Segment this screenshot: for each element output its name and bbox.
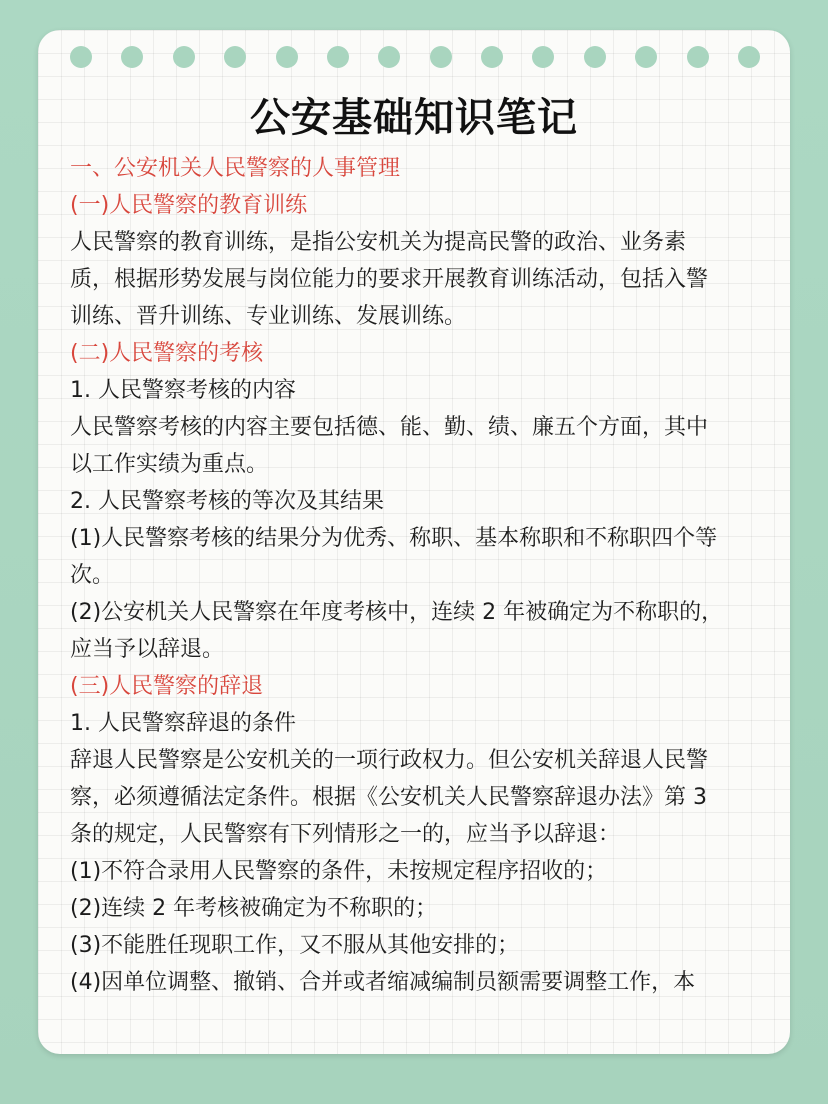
binding-hole	[173, 46, 195, 68]
binding-hole	[378, 46, 400, 68]
binding-hole	[738, 46, 760, 68]
binding-hole	[635, 46, 657, 68]
binding-hole	[121, 46, 143, 68]
body-line: 察，必须遵循法定条件。根据《公安机关人民警察辞退办法》第 3	[70, 785, 707, 810]
body-line: (1)人民警察考核的结果分为优秀、称职、基本称职和不称职四个等	[70, 526, 718, 551]
body-line: (4)因单位调整、撤销、合并或者缩减编制员额需要调整工作，本	[70, 970, 696, 995]
binding-hole	[430, 46, 452, 68]
binding-hole	[532, 46, 554, 68]
body-line: 人民警察的教育训练，是指公安机关为提高民警的政治、业务素	[70, 230, 687, 255]
notes-content	[70, 150, 774, 1001]
subsection-heading: (二)人民警察的考核	[70, 341, 264, 366]
body-line: 训练、晋升训练、专业训练、发展训练。	[70, 304, 467, 329]
binding-holes	[70, 46, 760, 70]
body-line: (1)不符合录用人民警察的条件，未按规定程序招收的；	[70, 859, 608, 884]
body-line: (2)公安机关人民警察在年度考核中，连续 2 年被确定为不称职的，	[70, 600, 724, 625]
binding-hole	[327, 46, 349, 68]
subsection-heading: (一)人民警察的教育训练	[70, 193, 308, 218]
binding-hole	[224, 46, 246, 68]
section-heading: 一、公安机关人民警察的人事管理	[70, 156, 401, 181]
body-line: 次。	[70, 563, 115, 588]
binding-hole	[70, 46, 92, 68]
binding-hole	[584, 46, 606, 68]
page-title: 公安基础知识笔记	[250, 95, 578, 141]
subsection-heading: (三)人民警察的辞退	[70, 674, 264, 699]
body-line: 条的规定，人民警察有下列情形之一的，应当予以辞退：	[70, 822, 621, 847]
body-line: 辞退人民警察是公安机关的一项行政权力。但公安机关辞退人民警	[70, 748, 709, 773]
body-line: 应当予以辞退。	[70, 637, 225, 662]
body-line: (3)不能胜任现职工作，又不服从其他安排的；	[70, 933, 520, 958]
body-line: 1. 人民警察辞退的条件	[70, 711, 296, 736]
body-line: 人民警察考核的内容主要包括德、能、勤、绩、廉五个方面，其中	[70, 415, 709, 440]
body-line: 1. 人民警察考核的内容	[70, 378, 296, 403]
body-line: 质，根据形势发展与岗位能力的要求开展教育训练活动，包括入警	[70, 267, 709, 292]
body-line: 以工作实绩为重点。	[70, 452, 269, 477]
binding-hole	[276, 46, 298, 68]
body-line: 2. 人民警察考核的等次及其结果	[70, 489, 384, 514]
body-line: (2)连续 2 年考核被确定为不称职的；	[70, 896, 438, 921]
binding-hole	[687, 46, 709, 68]
binding-hole	[481, 46, 503, 68]
